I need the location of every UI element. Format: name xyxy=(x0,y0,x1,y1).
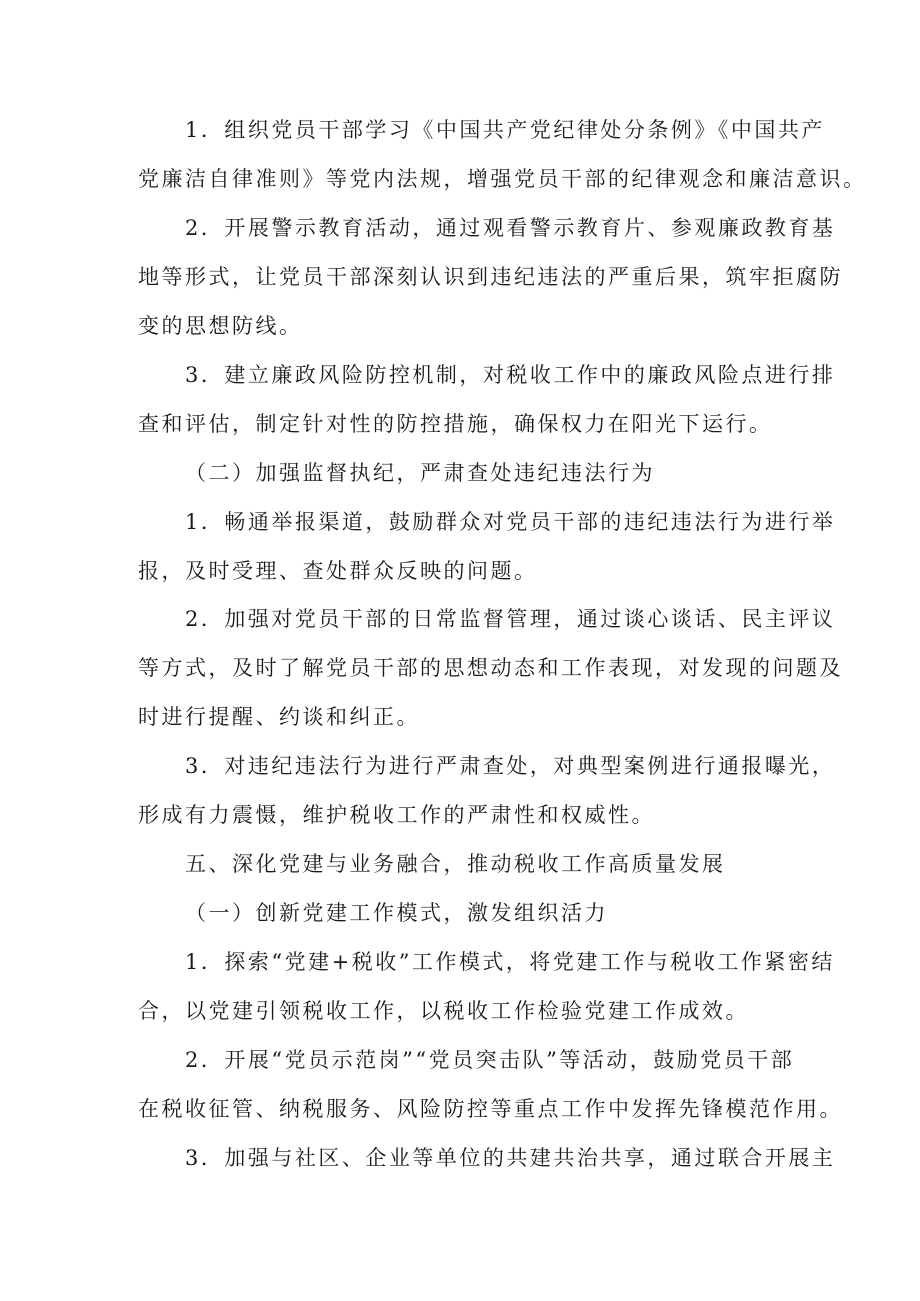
paragraph-line: 时进行提醒、约谈和纠正。 xyxy=(138,705,420,729)
paragraph-line: 1．探索“党建+税收”工作模式，将党建工作与税收工作紧密结 xyxy=(185,950,835,974)
paragraph-line: 党廉洁自律准则》等党内法规，增强党员干部的纪律观念和廉洁意识。 xyxy=(138,167,867,191)
paragraph-line: 等方式，及时了解党员干部的思想动态和工作表现，对发现的问题及 xyxy=(138,656,843,680)
paragraph-line: 报，及时受理、查处群众反映的问题。 xyxy=(138,559,538,583)
section-heading: 五、深化党建与业务融合，推动税收工作高质量发展 xyxy=(185,852,726,876)
paragraph-line: 地等形式，让党员干部深刻认识到违纪违法的严重后果，筑牢拒腐防 xyxy=(138,265,843,289)
section-subheading: （一）创新党建工作模式，激发组织活力 xyxy=(185,901,608,925)
paragraph-line: 2．加强对党员干部的日常监督管理，通过谈心谈话、民主评议 xyxy=(185,607,836,631)
paragraph-line: 3．建立廉政风险防控机制，对税收工作中的廉政风险点进行排 xyxy=(185,363,836,387)
paragraph-line: 2．开展“党员示范岗”“党员突击队”等活动，鼓励党员干部 xyxy=(185,1048,795,1072)
paragraph-line: 3．对违纪违法行为进行严肃查处，对典型案例进行通报曝光， xyxy=(185,754,836,778)
paragraph-line: 1．组织党员干部学习《中国共产党纪律处分条例》《中国共产 xyxy=(185,118,825,142)
paragraph-line: 合，以党建引领税收工作，以税收工作检验党建工作成效。 xyxy=(138,999,749,1023)
paragraph-line: 2．开展警示教育活动，通过观看警示教育片、参观廉政教育基 xyxy=(185,216,836,240)
paragraph-line: 1．畅通举报渠道，鼓励群众对党员干部的违纪违法行为进行举 xyxy=(185,510,836,534)
section-subheading: （二）加强监督执纪，严肃查处违纪违法行为 xyxy=(185,461,655,485)
paragraph-line: 查和评估，制定针对性的防控措施，确保权力在阳光下运行。 xyxy=(138,412,773,436)
paragraph-line: 变的思想防线。 xyxy=(138,314,303,338)
paragraph-line: 在税收征管、纳税服务、风险防控等重点工作中发挥先锋模范作用。 xyxy=(138,1097,843,1121)
paragraph-line: 3．加强与社区、企业等单位的共建共治共享，通过联合开展主 xyxy=(185,1146,836,1170)
paragraph-line: 形成有力震慑，维护税收工作的严肃性和权威性。 xyxy=(138,803,655,827)
